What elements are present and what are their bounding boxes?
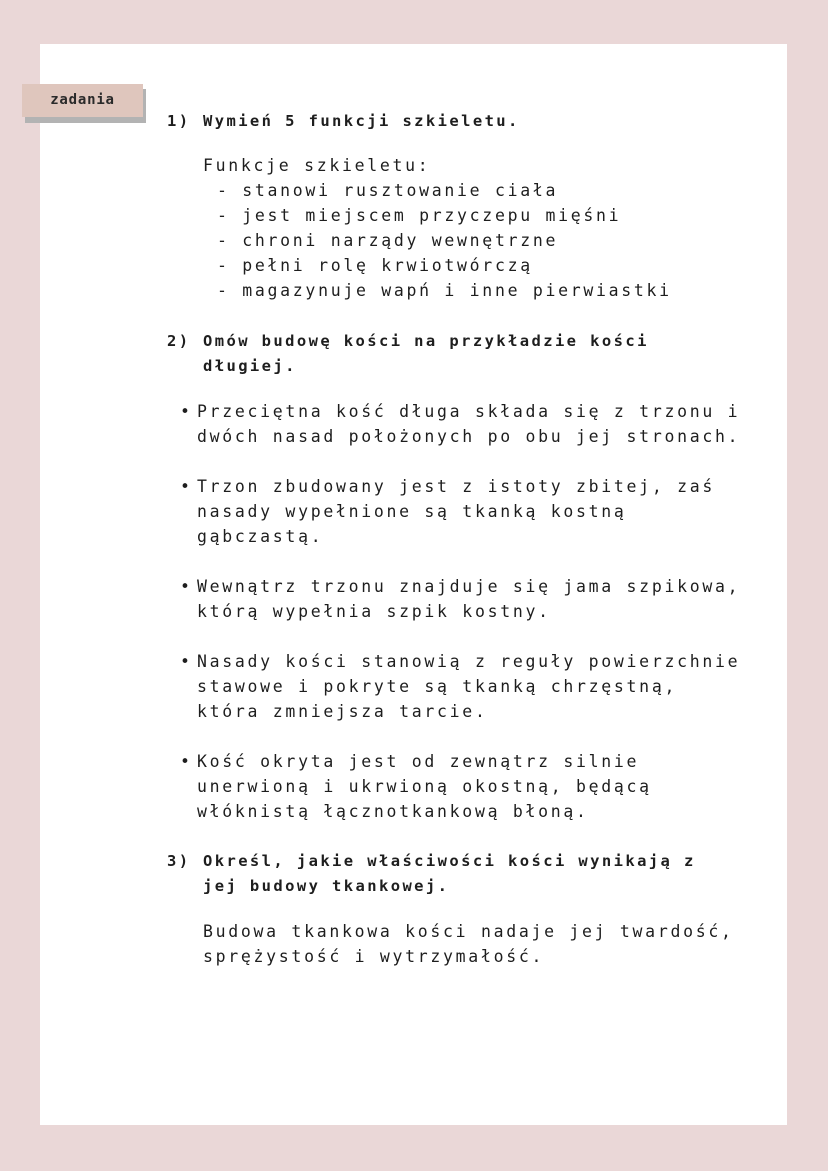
bullet-line: która zmniejsza tarcie. bbox=[197, 702, 488, 721]
question-number: 1) bbox=[167, 112, 191, 130]
list-item: - chroni narządy wewnętrzne bbox=[217, 231, 559, 250]
question-2 bbox=[167, 329, 757, 379]
question-3 bbox=[167, 849, 757, 899]
question-number: 3) bbox=[167, 852, 191, 870]
question-text: Omów budowę kości na przykładzie kości bbox=[203, 332, 649, 350]
function-list bbox=[203, 178, 672, 303]
bullet-icon: • bbox=[180, 752, 190, 771]
bullet-line: którą wypełnia szpik kostny. bbox=[197, 602, 551, 621]
bullet-item bbox=[180, 474, 715, 549]
list-item: - magazynuje wapń i inne pierwiastki bbox=[217, 281, 672, 300]
answer-intro: Funkcje szkieletu: bbox=[203, 156, 431, 175]
bullet-item bbox=[180, 399, 740, 449]
bullet-item bbox=[180, 649, 740, 724]
bullet-line: stawowe i pokryte są tkanką chrzęstną, bbox=[197, 677, 678, 696]
answer-1 bbox=[203, 153, 672, 303]
bullet-line: Przeciętna kość długa składa się z trzonu i bbox=[197, 402, 741, 421]
bullet-line: Nasady kości stanowią z reguły powierzchnie bbox=[197, 652, 741, 671]
answer-line: Budowa tkankowa kości nadaje jej twardość, bbox=[203, 922, 734, 941]
bullet-item bbox=[180, 749, 652, 824]
bullet-icon: • bbox=[180, 477, 190, 496]
bullet-icon: • bbox=[180, 577, 190, 596]
bullet-line: dwóch nasad położonych po obu jej stronach. bbox=[197, 427, 741, 446]
bullet-line: Wewnątrz trzonu znajduje się jama szpikowa, bbox=[197, 577, 741, 596]
bullet-icon: • bbox=[180, 402, 190, 421]
question-text-cont: długiej. bbox=[203, 357, 297, 375]
bullet-line: Trzon zbudowany jest z istoty zbitej, zaś bbox=[197, 477, 715, 496]
bullet-icon: • bbox=[180, 652, 190, 671]
bullet-line: włóknistą łącznotkankową błoną. bbox=[197, 802, 589, 821]
question-text: Określ, jakie właściwości kości wynikają z bbox=[203, 852, 696, 870]
question-1 bbox=[167, 109, 757, 134]
bullet-line: unerwioną i ukrwioną okostną, będącą bbox=[197, 777, 652, 796]
list-item: - stanowi rusztowanie ciała bbox=[217, 181, 559, 200]
bullet-line: nasady wypełnione są tkanką kostną bbox=[197, 502, 627, 521]
answer-3 bbox=[203, 919, 734, 969]
bullet-line: Kość okryta jest od zewnątrz silnie bbox=[197, 752, 640, 771]
question-text: Wymień 5 funkcji szkieletu. bbox=[203, 112, 520, 130]
list-item: - pełni rolę krwiotwórczą bbox=[217, 256, 533, 275]
bullet-item bbox=[180, 574, 740, 624]
list-item: - jest miejscem przyczepu mięśni bbox=[217, 206, 622, 225]
answer-line: sprężystość i wytrzymałość. bbox=[203, 947, 545, 966]
section-tag: zadania bbox=[22, 84, 143, 117]
bullet-line: gąbczastą. bbox=[197, 527, 324, 546]
question-text-cont: jej budowy tkankowej. bbox=[203, 877, 450, 895]
question-number: 2) bbox=[167, 332, 191, 350]
